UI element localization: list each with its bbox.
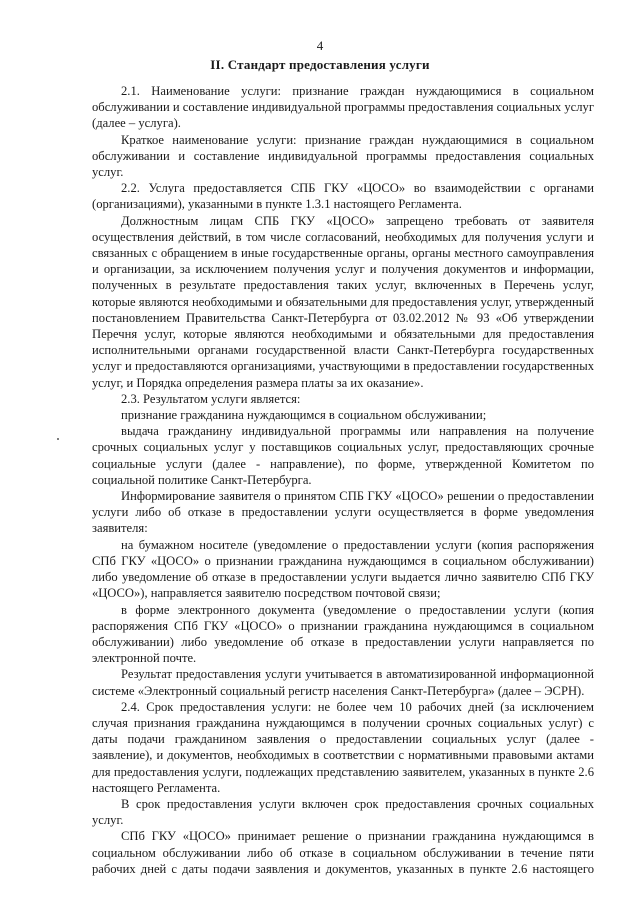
paragraph-2-3: 2.3. Результатом услуги является:	[121, 391, 301, 406]
paragraph-paper-notice: на бумажном носителе (уведомление о предоставлении услуги (копия распоряжения СПб ГКУ «ЦОСО» о признании гражданина нуждающимся в социальном обслуживании) либо уведомление об отказе в предоставлении услуги выдается лично заявителю СПб ГКУ «ЦОСО»), направляется заявителю посредством почтовой связи;	[92, 537, 594, 601]
paragraph-decision: СПб ГКУ «ЦОСО» принимает решение о признании гражданина нуждающимся в социальном обслуживании либо об отказе в социальном обслуживании в течение пяти рабочих дней с даты подачи заявления и документов, указанных в пункте 2.6 настоящего	[92, 829, 594, 876]
paragraph-short-name: Краткое наименование услуги: признание граждан нуждающимися в социальном обслуживании и составление индивидуальной программы предоставления социальных услуг.	[92, 132, 594, 180]
paragraph-prohibition: Должностным лицам СПБ ГКУ «ЦОСО» запрещено требовать от заявителя осуществления действий, в том числе согласований, необходимых для получения услуги и связанных с обращением в иные государственные органы, органы местного самоуправления и организации, за исключением получения услуг и получения документов и информации, полученных в результате предоставления таких услуг, включенных в Перечень услуг, которые являются необходимыми и обязательными для предоставления услуг, утвержденный постановлением Правительства Санкт-Петербурга от 03.02.2012 № 93 «Об утверждении Перечня услуг, которые являются необходимыми и обязательными для предоставления исполнительными органами государственной власти Санкт-Петербурга государственных услуг и предоставляются организациями, участвующими в предоставлении государственных услуг, и Порядка определения размера платы за их оказание».	[92, 213, 594, 390]
paragraph-2-4: 2.4. Срок предоставления услуги: не более чем 10 рабочих дней (за исключением случая признания гражданина нуждающимся в получении срочных социальных услуг) с даты подачи гражданином заявления о предоставлении социальных услуг (далее - заявление), и документов, необходимых в соответствии с нормативными правовыми актами для предоставления услуги, подлежащих представлению заявителем, указанных в пункте 2.6 настоящего Регламента.	[92, 699, 594, 795]
paragraph-result-program: выдача гражданину индивидуальной программы или направления на получение срочных социальных услуг у поставщиков социальных услуг, предоставляющих срочные социальные услуги (далее - направление), по форме, утвержденной Комитетом по социальной политике Санкт-Петербурга.	[92, 424, 594, 487]
paragraph-electronic-notice: в форме электронного документа (уведомление о предоставлении услуги (копия распоряжения СПб ГКУ «ЦОСО» о признании гражданина нуждающимся в социальном обслуживании) либо уведомление об отказе в предоставлении услуги направляется по электронной почте.	[92, 602, 594, 666]
paragraph-informing: Информирование заявителя о принятом СПБ ГКУ «ЦОСО» решении о предоставлении услуги либо об отказе в предоставлении услуги осуществляется в форме уведомления заявителя:	[92, 489, 594, 536]
margin-mark	[57, 438, 59, 440]
paragraph-2-2: 2.2. Услуга предоставляется СПБ ГКУ «ЦОСО» во взаимодействии с органами (организациями), указанными в пункте 1.3.1 настоящего Регламента.	[92, 181, 594, 212]
page-number: 4	[316, 38, 324, 53]
paragraph-result-recognition: признание гражданина нуждающимся в социальном обслуживании;	[121, 408, 487, 423]
paragraph-2-1: 2.1. Наименование услуги: признание граждан нуждающимися в социальном обслуживании и составление индивидуальной программы предоставления социальных услуг (далее – услуга).	[92, 84, 594, 131]
document-body	[92, 83, 594, 877]
paragraph-urgent-term: В срок предоставления услуги включен срок предоставления срочных социальных услуг.	[92, 796, 594, 828]
section-title: II. Стандарт предоставления услуги	[210, 57, 430, 72]
paragraph-esrn: Результат предоставления услуги учитывается в автоматизированной информационной системе «Электронный социальный регистр населения Санкт-Петербурга» (далее – ЭСРН).	[92, 667, 594, 698]
